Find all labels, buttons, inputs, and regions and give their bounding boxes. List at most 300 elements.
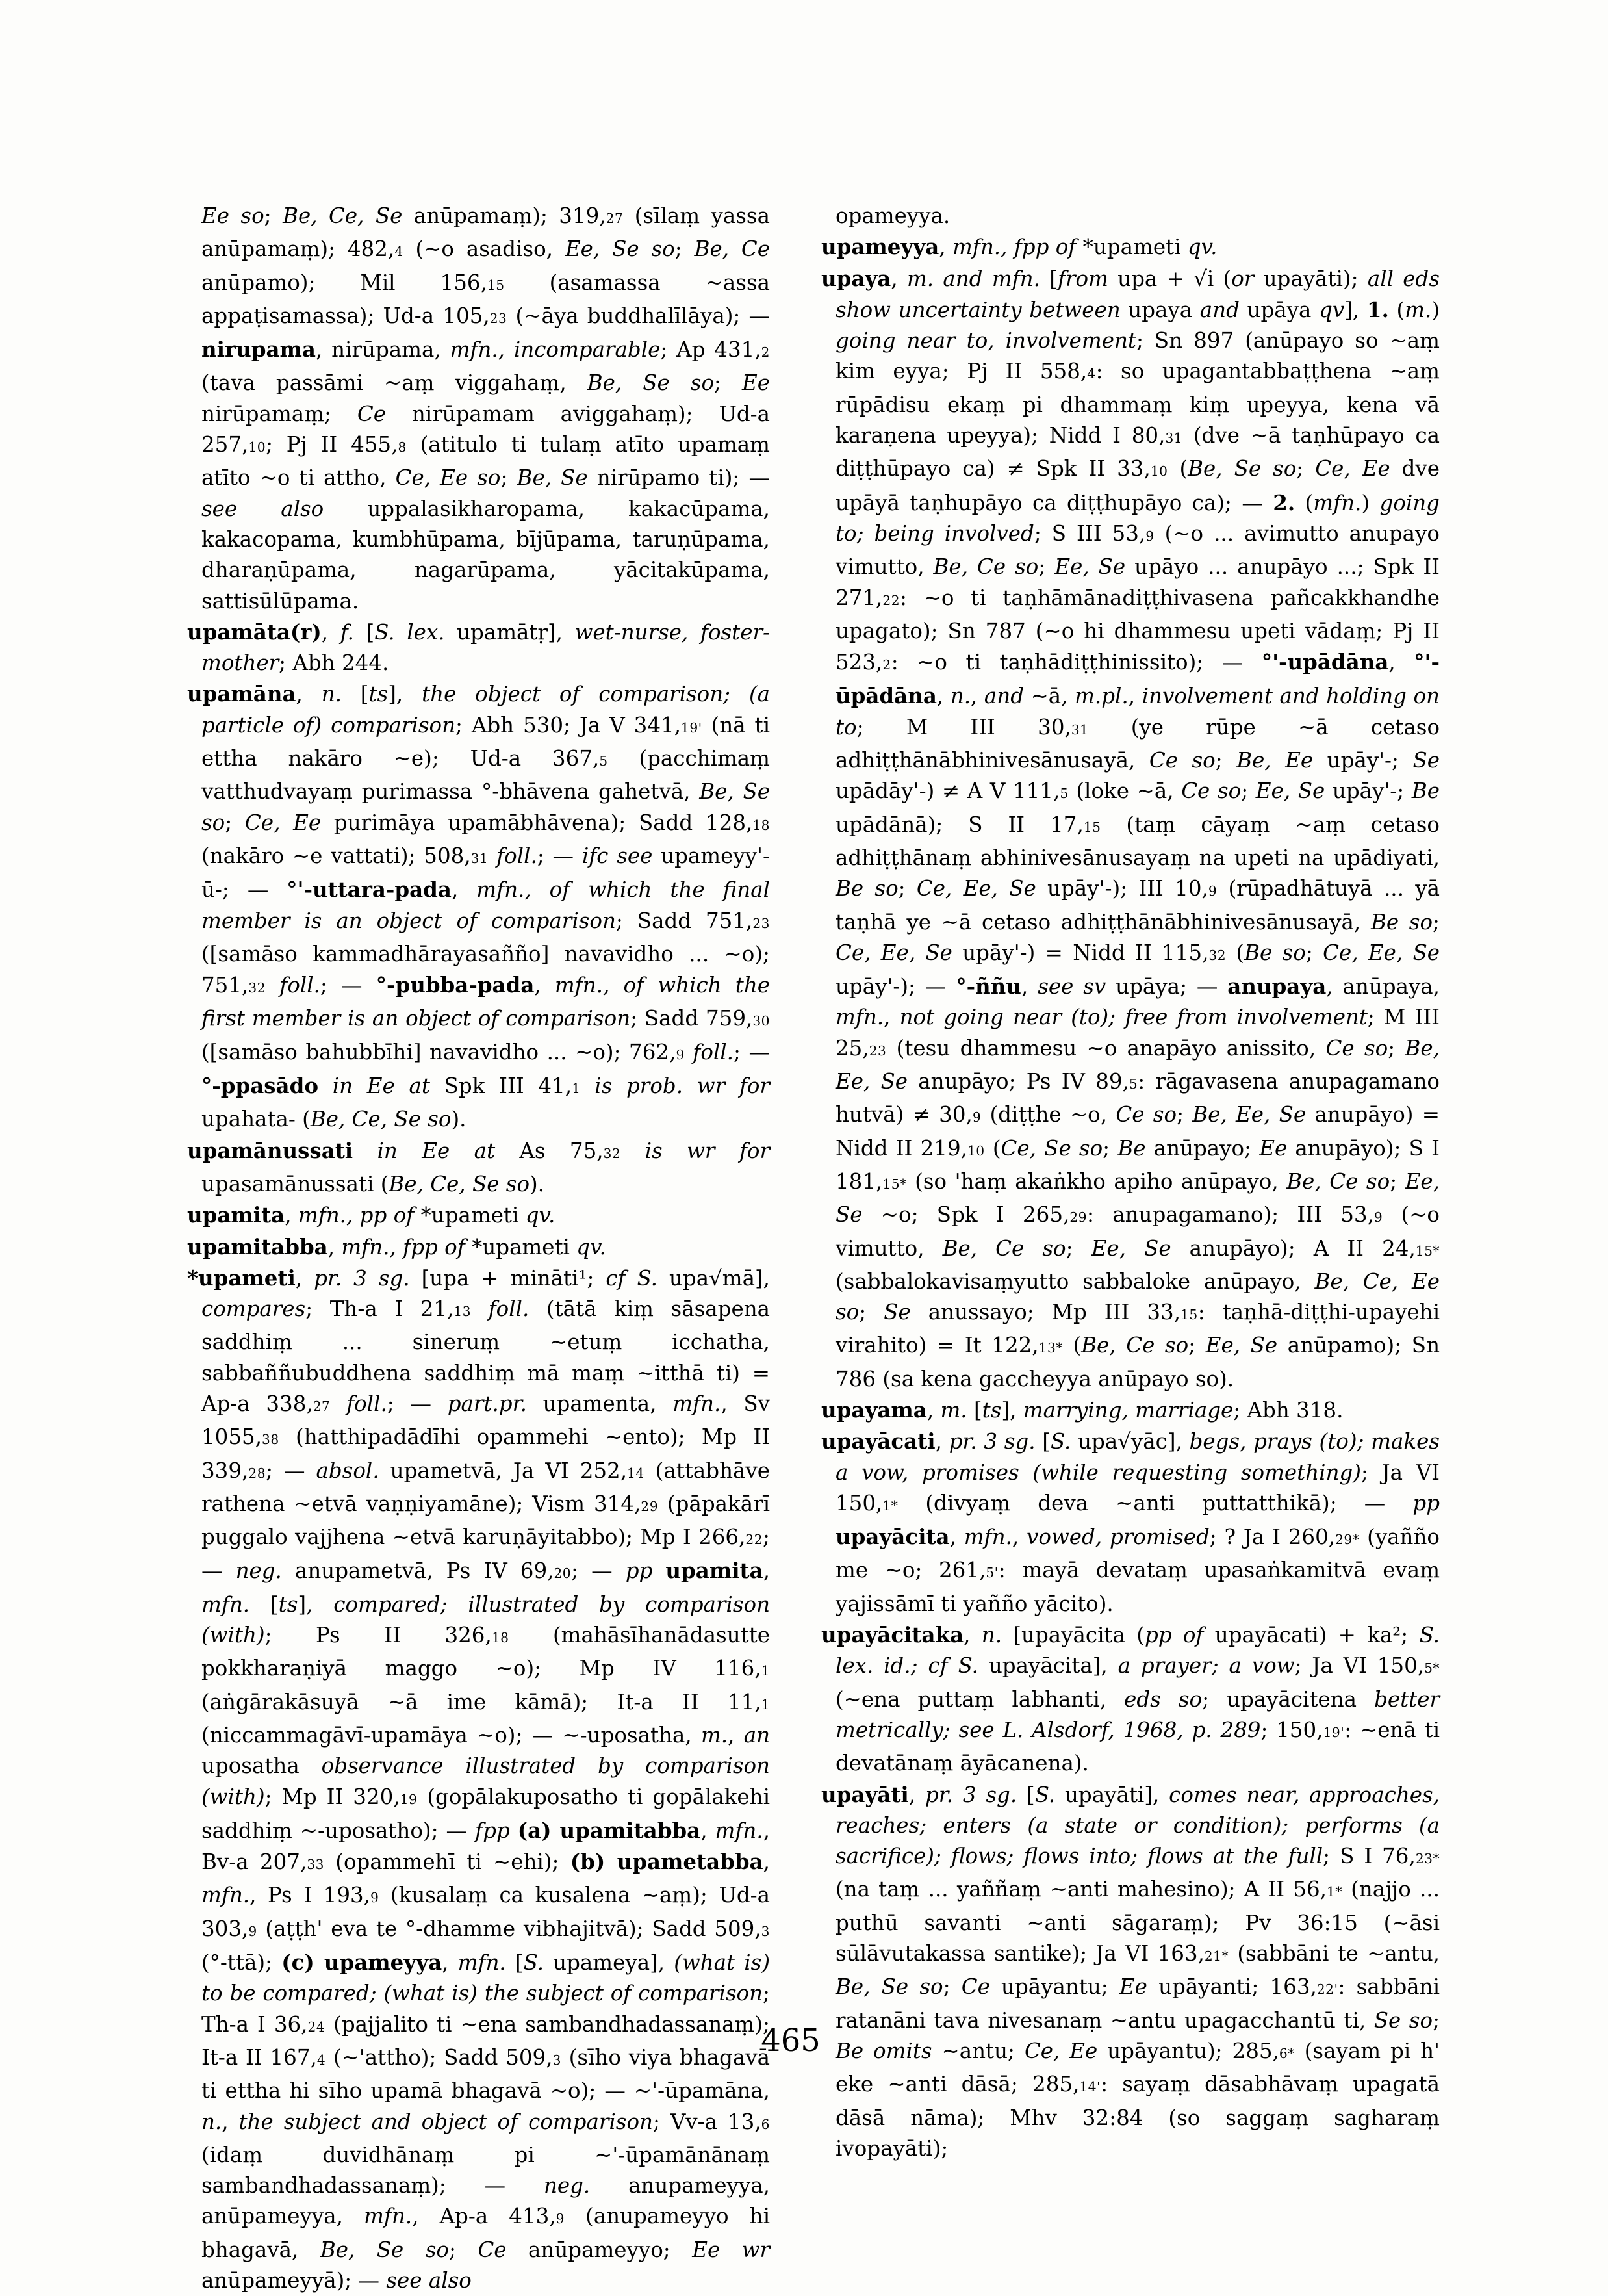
text-run: dve upāyā taṇhupāyo ca diṭṭhupāyo ca); — [836,456,1440,515]
line-number: 19' [681,719,702,736]
headword-bold-run: anupaya [1227,974,1327,1000]
line-number: 30 [752,1013,770,1029]
line-number: 23 [489,310,507,326]
text-run: anussayo; Mp III 33,15: taṇhā-diṭṭhi-upayehi virahito) = It 122,13* ( [836,1300,1440,1358]
text-run: ~ā, [1024,684,1075,709]
italic-run: Ce so [1149,748,1216,773]
text-run: [ [353,619,375,645]
line-number: 3 [552,2052,561,2068]
text-run: , [700,1818,715,1843]
text-run: ) [1431,297,1440,322]
italic-run: going near to, involvement [836,328,1136,354]
text-run: ; upayācitena [1202,1686,1375,1712]
headword-bold-run: (b) upametabba [570,1849,763,1875]
line-number: 5* [1424,1660,1440,1677]
line-number: 22 [882,592,900,608]
text-run: ; Ja VI 150,1* (divyaṃ deva ~anti puttatthikā); — [836,1460,1440,1516]
headword-bold-run: 1. [1366,296,1389,322]
line-number: 10 [248,439,266,456]
dictionary-entry [821,231,1440,263]
line-number: 6 [761,2116,770,2132]
line-number: 6* [1279,2045,1295,2061]
text-run: ; — [537,843,582,868]
dictionary-entry [187,1135,770,1200]
text-run: upa√yāc], [1071,1429,1190,1454]
text-run: ~antu; [932,2038,1025,2063]
italic-run: Be, Se so [320,2237,449,2262]
text-run: , [442,1950,458,1976]
text-run: ; 150,19': ~enā ti devatānaṃ āyācanena). [836,1717,1440,1776]
line-number: 24 [307,2019,325,2035]
text-run: ; Abh 244. [279,651,389,676]
italic-run: see also [386,2268,472,2293]
text-run: ; [1296,456,1316,482]
line-number: 5 [599,753,608,769]
headword-bold-run: °-ññu [956,974,1021,1000]
text-run: anūpamo); Mil 156,15 (asamassa ~assa appaṭisamassa); Ud-a 105,23 (~āya buddhalīlāya); — [201,270,771,328]
italic-run: Ee [742,370,771,396]
line-number: 9 [370,1890,379,1906]
italic-run: Be, Se [517,465,588,491]
italic-run: from [1057,266,1108,291]
italic-run: an [743,1722,770,1748]
text-run: ( [1388,297,1405,322]
italic-run: qv [1319,297,1345,322]
line-number: 23* [1415,1851,1440,1867]
text-run: ). [530,1171,545,1196]
italic-run: mfn. [457,1950,506,1976]
headword-bold-run: nirupama [201,337,316,363]
italic-run: S. [1034,1782,1056,1807]
text-run: anūpayo; [1145,1135,1260,1161]
text-run: , [936,684,951,709]
headword-bold-run: upamāta(r) [187,619,322,645]
text-run: upayāti); [1254,266,1368,291]
text-run: , anūpaya, [1326,974,1440,1000]
dictionary-entry [821,263,1440,1395]
line-number: 5 [1060,786,1069,802]
text-run: , [939,235,952,260]
text-run: upāyantu; [989,1974,1119,2000]
italic-run: foll. [693,1039,734,1064]
italic-run: mfn. [715,1818,763,1843]
italic-run: Ce, Ee, Se [836,940,952,965]
italic-run: Ce, Ee so [395,465,501,491]
italic-run: is prob. wr for [594,1074,770,1099]
line-number: 9 [1208,883,1218,899]
italic-run: Be, Ce, Ee so [836,1269,1440,1325]
italic-run: Se [884,1300,911,1325]
text-run: ; Sn 897 (anūpayo so ~aṃ kim eyya; Pj II 558,4: so upagantabbaṭṭhena ~aṃ rūpādisu ekaṃ pi dhammaṃ kiṃ upeyya, kena vā karaṇena upeyya); Nidd I 80,31 (dve ~ā taṇhūpayo ca diṭṭhūpayo ca) ≠ Spk II 33,10 ( [836,328,1440,482]
italic-run: foll. [488,1296,530,1322]
italic-run: qv. [1187,235,1218,260]
italic-run: Ee [1119,1974,1147,2000]
text-run: ; Ps II 326,18 (mahāsīhanādasutte pokkharaṇiyā maggo ~o); Mp IV 116,1 (aṅgārakāsuyā ~ā ime kāmā); It-a II 11,1 (niccammagāvī-upamāya ~o); — ~-uposatha, [201,1623,770,1748]
italic-run: m. [940,1397,967,1423]
italic-run: m.pl. [1075,684,1129,709]
italic-run: Be so [836,876,899,901]
italic-run: Be, Se so [836,1974,943,2000]
line-number: 15* [882,1176,907,1192]
line-number: 4 [1087,366,1096,382]
line-number: 22 [745,1532,763,1548]
italic-run: mfn. [672,1391,721,1416]
text-run: upaya [1120,297,1200,322]
text-run [510,1818,518,1843]
line-number: 9 [1145,528,1155,544]
text-run: upāy'-); III 10,9 (rūpadhātuyā ... yā taṇhā ye ~ā cetaso adhiṭṭhānābhinivesānusayā, [836,876,1440,935]
line-number: 38 [262,1432,279,1448]
text-run: ; [859,1300,884,1325]
text-run: ; Mp II 320,19 (gopālakuposatho ti gopālakehi saddhiṃ ~-uposatho); — [201,1784,770,1843]
line-number: 1* [1327,1884,1342,1900]
text-run: [ [967,1397,982,1423]
headword-bold-run: °'-upādāna [1261,649,1389,675]
text-run: , [534,973,555,998]
text-run: upāyo ... anupāyo ...; Spk II 271,22: ~o ti taṇhāmānadiṭṭhivasena pañcakkhandhe upagato); Sn 787 (~o hi dhammesu upeti vādaṃ; Pj II 523,2: ~o ti taṇhādiṭṭhinissito); — [836,554,1440,675]
text-run: , [295,1265,314,1291]
headword-bold-run: (c) upameyya [281,1950,442,1976]
text-run: , [964,1623,982,1648]
page-number: 465 [761,2022,821,2059]
italic-run: and [984,684,1025,709]
dictionary-entry [821,1395,1440,1426]
text-run: uppalasikharopama, kakacūpama, kakacopama, kumbhūpama, bījūpama, taruṇūpama, dharaṇūpama, nagarūpama, yācitakūpama, sattisūlūpama. [201,496,770,613]
text-run: upayācita], [978,1653,1118,1679]
line-number: 20 [554,1566,572,1582]
italic-run: m. [1405,297,1432,322]
italic-run: Ce, Ee, Se [916,876,1036,901]
italic-run: see also [201,496,324,521]
italic-run: Ee, Se [1091,1235,1171,1261]
text-run: upāya [1239,297,1320,322]
italic-run: in Ee at [377,1138,496,1163]
italic-run: not going near (to); free from involvement [899,1005,1368,1030]
italic-run: better metrically; see L. Alsdorf, 1968, p. 289 [836,1686,1440,1742]
italic-run: the subject and object of comparison [238,2109,653,2134]
text-run: , [763,1558,770,1584]
italic-run: compares [201,1296,306,1322]
italic-run: Se so [1373,2007,1433,2033]
line-number: 13* [1038,1340,1063,1356]
text-run: ; S III 53,9 (~o ... avimutto anupayo vimutto, [836,521,1440,580]
text-run: , Ap-a 413,9 (anupameyyo hi bhagavā, [201,2204,770,2262]
text-run: ; M III 25,23 (tesu dhammesu ~o anapāyo anissito, [836,1005,1440,1061]
text-run: upāya; — [1106,974,1228,1000]
text-run: ; [1188,1333,1206,1358]
italic-run: Ee so [201,203,264,228]
headword-bold-run: upamāna [187,681,296,707]
text-run: , nirūpama, [315,337,450,363]
italic-run: mfn. [201,1883,250,1908]
text-run: , Bv-a 207,33 (opammehī ti ~ehi); [201,1818,770,1875]
italic-run: Ee, Se [836,1168,1440,1228]
text-run: upametvā, Ja VI 252,14 (attabhāve rathena ~etvā vaṇṇiyamāne); Vism 314,29 (pāpakārī puggalo vajjhena ~etvā karuṇāyitabbo); Mp I 266,22; — [201,1458,771,1584]
text-run: ; [1038,554,1055,580]
italic-run: ts [278,1592,298,1617]
italic-run: ts [982,1397,1002,1423]
text-run: ). [451,1107,466,1132]
headword-bold-run: °'-ūpādāna [836,649,1440,709]
headword-bold-run: upayāti [821,1781,909,1807]
text-run: nirūpamaṃ; [201,401,357,426]
text-run: ; [898,876,917,901]
italic-run: pr. 3 sg. [925,1782,1017,1807]
dictionary-entry [821,1426,1440,1619]
text-run: *upameti [414,1203,526,1228]
headword-bold-run: °-pubba-pada [376,972,535,998]
line-number: 31 [1165,430,1183,446]
line-number: 21* [1204,1948,1229,1965]
italic-run: Be, Ce so [1081,1333,1189,1358]
line-number: 31 [1071,721,1089,738]
italic-run: Be, Se so [201,779,770,835]
text-run: ; Th-a I 36,24 (pajjalito ti ~ena sambandhadassanaṃ); It-a II 167,4 (~'attho); Sadd 509,3 (sīho viya bhagavā ti ettha hi sīho upamā bhagavā ~o); — ~'-ūpamāna, [201,1981,770,2104]
dictionary-entry [187,1200,770,1231]
italic-run: mfn. [1313,490,1362,515]
line-number: 32 [1208,947,1227,963]
text-run: upādānā); S II 17,15 (taṃ cāyaṃ ~aṃ cetaso adhiṭṭhānaṃ abhinivesānusayaṃ na upeti na upādiyati, [836,812,1440,870]
text-run: anūpameyyo; [506,2237,693,2262]
headword-bold-run: 2. [1273,489,1295,515]
text-run: ; [1388,1035,1405,1061]
text-run: ; [449,2237,478,2262]
italic-run: Be, Ee, Se [1192,1102,1307,1128]
line-number: 15 [1083,819,1101,835]
line-number: 9 [676,1046,685,1063]
text-run: ; Vv-a 13,6 (idaṃ duvidhānaṃ pi ~'-ūpamānānaṃ sambandhadassanaṃ); — [201,2109,770,2199]
line-number: 9 [555,2211,565,2227]
text-run: ; Abh 318. [1233,1397,1344,1423]
text-run: As 75,32 [495,1138,621,1163]
text-run: ; [714,370,743,396]
italic-run: Be, Ce, Se so [310,1107,452,1132]
text-run: anūpamo); Sn 786 (sa kena gaccheyya anūpayo so). [836,1333,1440,1391]
text-run: , [884,1005,900,1030]
text-run: , [222,2109,239,2134]
line-number: 13 [453,1304,472,1320]
italic-run: pr. 3 sg. [314,1265,410,1291]
text-run: , [327,1234,342,1259]
text-run: ; M III 30,31 (ye rūpe ~ā cetaso adhiṭṭhānābhinivesānusayā, [836,714,1440,773]
italic-run: mfn., incomparable [450,337,661,363]
italic-run: and [1199,297,1240,322]
italic-run: mfn., fpp of [952,235,1077,260]
text-run: *upameti [1076,235,1188,260]
line-number: 9 [972,1109,982,1126]
text-run: ; [1433,909,1440,935]
italic-run: mfn. [364,2204,413,2229]
text-run: , [935,1429,949,1454]
line-number: 22' [1316,1981,1338,1998]
italic-run: Ee, Se [1255,779,1325,804]
italic-run: Ce so [1116,1102,1177,1128]
text-run: anupametvā, Ps IV 69,20; — [281,1558,626,1584]
italic-run: Be, Ee [1236,748,1314,773]
text-run: anūpamaṃ); 319,27 (sīlaṃ yassa anūpamaṃ); 482,4 (~o asadiso, [201,203,770,262]
italic-run: mfn. [836,1005,884,1030]
headword-bold-run: upayama [821,1397,927,1423]
italic-run: pp [1412,1490,1440,1516]
text-run: ; [1390,1168,1405,1194]
italic-run: or [1231,266,1255,291]
line-number: 23 [752,915,770,931]
line-number: 15 [487,277,505,293]
italic-run: foll. [496,843,537,868]
italic-run: Ce, Ee, Se [1323,940,1440,965]
text-run: , [1128,684,1142,709]
line-number: 31 [470,850,489,866]
line-number: 32 [248,980,266,996]
text-run: anupāyo); A II 24,15* (sabbalokavisaṃyutto sabbaloke anūpayo, [836,1235,1440,1294]
italic-run: see sv [1038,974,1106,1000]
italic-run: S. lex. id.; cf S. [836,1623,1440,1679]
italic-run: Ee, Se so [565,237,675,262]
italic-run: eds so [1124,1686,1203,1712]
text-run: ; Th-a I 21,13 [305,1296,472,1322]
text-run: upayāti], [1055,1782,1169,1807]
text-run: ; — [320,973,376,998]
italic-run: foll. [279,973,320,998]
italic-run: qv. [525,1203,555,1228]
line-number: 19' [1323,1724,1345,1740]
italic-run: foll. [346,1391,387,1416]
italic-run: vowed, promised [1027,1525,1210,1550]
italic-run: n. [321,682,342,707]
line-number: 32 [603,1145,621,1161]
text-run: ; Sadd 751,23 ([samāso kammadhārayasañño] navavidho ... ~o); 751,32 [201,908,770,998]
headword-bold-run: upayācitaka [821,1622,964,1648]
text-run: , [321,619,340,645]
italic-run: Ce, Se so [1001,1135,1103,1161]
text-run: upādāy'-) ≠ A V 111,5 (loke ~ā, [836,779,1182,804]
text-run: ], [1344,297,1367,322]
text-run: anupāyo); S I 181,15* (so 'haṃ akaṅkho apiho anūpayo, [836,1135,1440,1194]
text-run: [upayācita ( [1002,1623,1145,1648]
italic-run: Ce so [1181,779,1242,804]
italic-run: S. [1050,1429,1071,1454]
line-number: 2 [882,657,891,673]
italic-run: mfn., fpp of [341,1234,465,1259]
italic-run: Be omits [836,2038,932,2063]
italic-run: S. [523,1950,544,1976]
line-number: 10 [967,1142,985,1159]
italic-run: the object of comparison; (a particle of) comparison [201,682,771,738]
line-number: 15* [1415,1243,1440,1259]
text-run: ; [1215,748,1237,773]
italic-run: Be [1411,779,1440,804]
text-run: [ [1035,1429,1051,1454]
italic-run: a prayer; a vow [1117,1653,1295,1679]
dictionary-entry [821,1779,1440,2165]
text-run: upa√mā], [657,1265,770,1291]
text-run: upāy'-; [1313,748,1413,773]
text-run: ; [1433,2007,1440,2033]
left-column [187,201,770,2296]
headword-bold-run: upayācati [821,1428,936,1454]
text-run: purimāya upamābhāvena); Sadd 128,18 (nakāro ~e vattati); 508,31 [201,810,770,868]
text-run: anupameyya, anūpameyya, [201,2173,770,2229]
text-run: upahata- ( [201,1107,311,1132]
italic-run: all eds show uncertainty between [836,266,1440,322]
italic-run: part.pr. [447,1391,527,1416]
text-run: , Ps I 193,9 (kusalaṃ ca kusalena ~aṃ); Ud-a 303,9 (aṭṭh' eva te °-dhamme vibhajitvā); Sadd 509,3 (°-ttā); [201,1883,770,1976]
text-run: upāyantu); 285,6* (sayam pi h' eke ~anti dāsā; 285,14': sayaṃ dāsabhāvaṃ upagatā dāsā nāma); Mhv 32:84 (so saggaṃ sagharaṃ ivopayāti); [836,2038,1440,2161]
text-run: , [763,1850,770,1875]
line-number: 1 [761,1663,770,1679]
dictionary-entry [187,1232,770,1263]
line-number: 29* [1335,1532,1360,1548]
italic-run: Be, Se so [587,370,715,396]
italic-run: Ce [357,401,386,426]
text-run: , [908,1782,925,1807]
text-run: ; Ap 431,2 (tava passāmi ~aṃ viggahaṃ, [201,337,770,396]
text-run [318,1074,333,1098]
headword-bold-run: (a) upamitabba [517,1817,701,1843]
line-number: 1* [882,1497,899,1514]
text-run: upāy'-); — [836,974,956,1000]
italic-run: Be, Ce, Se [283,203,403,228]
line-number: 5' [986,1565,999,1581]
text-run: Spk III 41,1 [429,1074,581,1099]
text-run: ( [1295,490,1314,515]
dictionary-entry [187,617,770,679]
headword-bold-run: °'-uttara-pada [287,877,452,903]
italic-run: is wr for [644,1138,770,1163]
italic-run: m. [700,1722,728,1748]
italic-run: Be, Ce [694,237,770,262]
text-run: nirūpamam aviggahaṃ); Ud-a 257,10; Pj II 455,8 (atitulo ti tulaṃ atīto upamaṃ atīto ~o ti attho, [201,401,770,491]
line-number: 33 [307,1857,324,1873]
text-run: uposatha [201,1753,322,1779]
italic-run: Be, Ce, Se so [389,1171,530,1196]
text-run: ; [1066,1235,1091,1261]
text-run: ; [1305,940,1323,965]
headword-bold-run: upaya [821,265,891,291]
italic-run: Ce, Ee [1315,456,1390,482]
italic-run: observance illustrated by comparison (with) [201,1753,770,1809]
text-run: ; [943,1974,962,2000]
text-run: , [971,684,984,709]
right-column [821,201,1440,2164]
text-run: ], [1001,1397,1023,1423]
text-run: ; [500,465,517,491]
italic-run: Ce, Ee [244,810,322,835]
italic-run: ifc see [581,843,653,868]
headword-bold-run: °-ppasādo [201,1073,319,1099]
text-run: ; — [734,1039,770,1064]
italic-run: involvement and holding on to [836,684,1440,740]
italic-run: Ee, Se [1205,1333,1278,1358]
italic-run: mfn. [964,1525,1012,1550]
line-number: 28 [248,1465,266,1481]
text-run: ; — [387,1391,448,1416]
text-run: ; Sadd 759,30 ([samāso bahubbīhi] navavidho ... ~o); 762,9 [201,1006,770,1064]
text-run: ; [1177,1102,1193,1128]
text-run: anupāyo) = Nidd II 219,10 ( [836,1102,1440,1161]
italic-run: ts [368,682,389,707]
italic-run: Be, Se so [1188,456,1297,482]
line-number: 27 [313,1398,331,1414]
italic-run: neg. [235,1558,282,1584]
line-number: 2 [761,344,770,361]
text-run [353,1139,377,1163]
text-run: [ [249,1592,279,1617]
text-run: upamenta, [526,1391,673,1416]
text-run: [ [1017,1782,1035,1807]
line-number: 10 [1150,463,1168,480]
italic-run: begs, prays (to); makes a vow, promises (while requesting something) [836,1429,1440,1485]
